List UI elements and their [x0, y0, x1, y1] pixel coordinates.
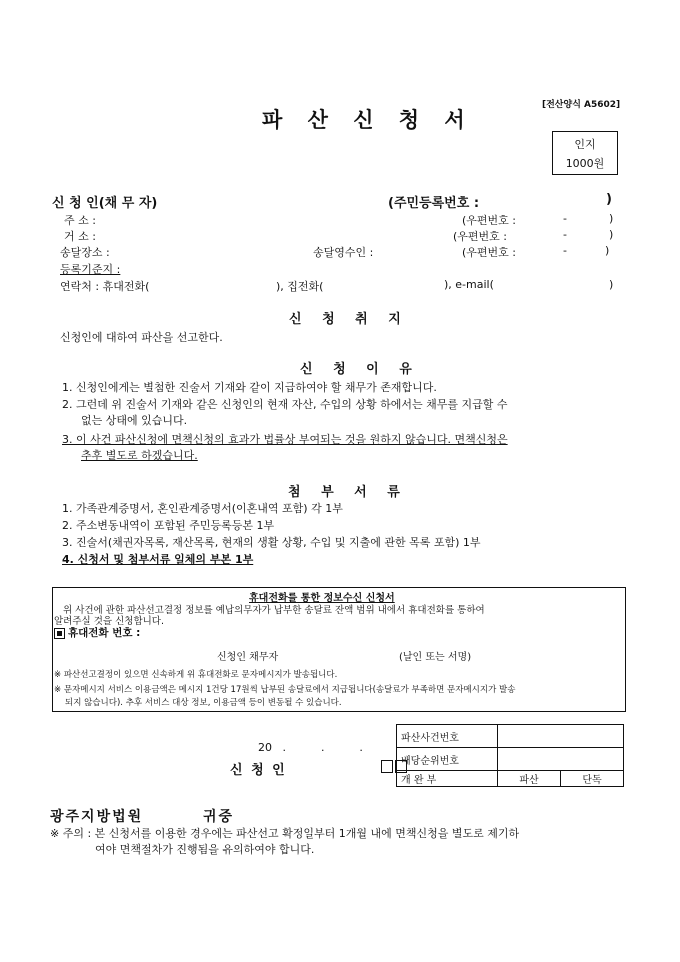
attachment-item-3: 3. 진술서(채권자목록, 재산목록, 현재의 생활 상황, 수입 및 지출에 관한 목록 포함) 1부: [62, 536, 481, 549]
office-use-table: [396, 724, 624, 787]
applicant-sign-label: 신 청 인: [230, 763, 287, 778]
court-suffix: 귀중: [203, 809, 235, 825]
dividend-rank-label: 배당순위번호: [397, 748, 498, 771]
date-line: 20 . . .: [258, 741, 363, 754]
sms-note-1: ※ 파산선고결정이 있으면 신속하게 위 휴대전화로 문자메시지가 발송됩니다.: [54, 670, 338, 680]
reason-item-1: 1. 신청인에게는 별첨한 진술서 기재와 같이 지급하여야 할 채무가 존재합니다.: [62, 381, 437, 394]
office-single: 단독: [561, 771, 624, 787]
dividend-rank-cell: [498, 748, 624, 771]
delivery-postal-dash: -: [563, 244, 567, 257]
sms-signer: 신청인 채무자: [217, 652, 279, 663]
notice-line1: ※ 주의 : 본 신청서를 이용한 경우에는 파산선고 확정일부터 1개월 내에 면책신청을 별도로 제기하: [50, 827, 520, 840]
reason-item-2: 2. 그런데 위 진술서 기재와 같은 신청인의 현재 자산, 수입의 상황 하에서는 채무를 지급할 수: [62, 398, 508, 411]
residence-postal-dash: -: [563, 228, 567, 241]
applicant-heading: 신 청 인(채 무 자): [52, 196, 158, 211]
delivery-label: 송달장소 :: [60, 246, 110, 259]
sms-note-3: 되지 않습니다). 추후 서비스 대상 정보, 이용금액 등이 변동될 수 있습니다.: [65, 698, 342, 708]
page-title: 파 산 신 청 서: [262, 108, 474, 132]
reason-item-2-cont: 없는 상태에 있습니다.: [81, 414, 188, 427]
attachment-item-2: 2. 주소변동내역이 포함된 주민등록등본 1부: [62, 519, 275, 532]
sms-phone-label: 휴대전화 번호 :: [68, 627, 141, 639]
contact-email-label: ), e-mail(: [444, 278, 494, 291]
address-postal-close: ): [609, 212, 614, 225]
address-label: 주 소 :: [64, 214, 96, 227]
delivery-postal-label: (우편번호 :: [462, 246, 516, 259]
court-name: 광주지방법원: [50, 809, 144, 825]
sms-phone-row: [54, 625, 140, 640]
office-row-label: 개 완 부: [397, 771, 498, 787]
seal-box-icon: [381, 760, 393, 773]
checkbox-square-icon: [54, 628, 65, 639]
sms-text-line2: 알려주실 것을 신청합니다.: [54, 616, 165, 627]
office-bankruptcy: 파산: [498, 771, 561, 787]
attachments-heading: 첨 부 서 류: [288, 485, 408, 500]
case-number-cell: [498, 725, 624, 748]
contact-home-label: ), 집전화(: [276, 280, 324, 293]
address-postal-dash: -: [563, 212, 567, 225]
stamp-amount: 1000원: [565, 157, 605, 170]
sms-text-line1: 위 사건에 관한 파산선고결정 정보를 예납의무자가 납부한 송달료 잔액 범위 내에서 휴대전화를 통하여: [63, 605, 485, 616]
sms-note-2: ※ 문자메시지 서비스 이용금액은 메시지 1건당 17원씩 납부된 송달료에서 지급됩니다(송달료가 부족하면 문자메시지가 발송: [54, 685, 516, 695]
revenue-stamp-box: [552, 131, 618, 175]
purpose-heading: 신 청 취 지: [289, 312, 409, 327]
form-code: [전산양식 A5602]: [542, 100, 621, 110]
purpose-text: 신청인에 대하여 파산을 선고한다.: [60, 331, 223, 344]
sms-notice-box: [52, 587, 626, 712]
sms-seal: (날인 또는 서명): [399, 652, 472, 663]
rrn-close: ): [606, 192, 612, 207]
residence-postal-close: ): [609, 228, 614, 241]
residence-postal-label: (우편번호 :: [453, 230, 507, 243]
attachment-item-4: 4. 신청서 및 첨부서류 일체의 부본 1부: [62, 553, 254, 566]
reason-item-3-cont: 추후 별도로 하겠습니다.: [81, 449, 198, 462]
residence-label: 거 소 :: [64, 230, 96, 243]
sms-title: 휴대전화를 통한 정보수신 신청서: [249, 593, 395, 604]
case-number-label: 파산사건번호: [397, 725, 498, 748]
attachment-item-1: 1. 가족관계증명서, 혼인관계증명서(이혼내역 포함) 각 1부: [62, 502, 343, 515]
notice-line2: 여야 면책절차가 진행됨을 유의하여야 합니다.: [95, 843, 315, 856]
address-postal-label: (우편번호 :: [462, 214, 516, 227]
contact-mobile-label: 연락처 : 휴대전화(: [60, 280, 150, 293]
delivery-recipient-label: 송달영수인 :: [313, 246, 374, 259]
rrn-label: (주민등록번호 :: [388, 196, 480, 211]
delivery-postal-close: ): [605, 244, 610, 257]
domicile-label: 등록기준지 :: [60, 263, 121, 276]
reasons-heading: 신 청 이 유: [300, 362, 420, 377]
contact-close: ): [609, 278, 614, 291]
reason-item-3: 3. 이 사건 파산신청에 면책신청의 효과가 법률상 부여되는 것을 원하지 않습니다. 면책신청은: [62, 433, 508, 446]
stamp-label: 인지: [574, 138, 596, 151]
